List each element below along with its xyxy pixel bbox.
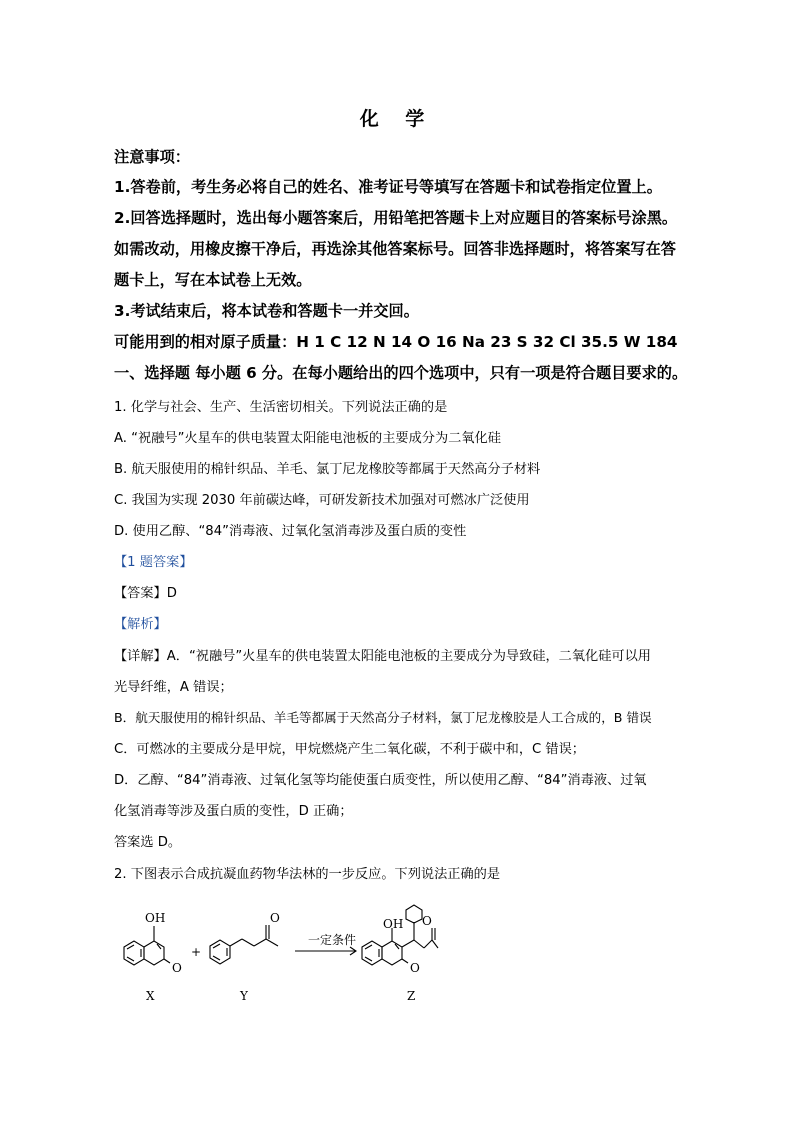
- q1-detail-1: 【详解】A．“祝融号”火星车的供电装置太阳能电池板的主要成分为导致硅，二氧化硅可以用: [114, 649, 651, 664]
- notice-item-2-end: 题卡上，写在本试卷上无效。: [114, 271, 312, 289]
- x-oh-label: OH: [145, 911, 166, 925]
- q1-option-b: B. 航天服使用的棉针织品、羊毛、氯丁尼龙橡胶等都属于天然高分子材料: [114, 462, 541, 477]
- q1-answer-block-tag: 【1 题答案】: [114, 555, 193, 570]
- page-title: 化 学: [359, 108, 435, 130]
- q1-answer: 【答案】D: [114, 586, 177, 601]
- q1-detail-3: B．航天服使用的棉针织品、羊毛等都属于天然高分子材料，氯丁尼龙橡胶是人工合成的，B 错误: [114, 710, 652, 725]
- x-o-label: O: [172, 961, 182, 975]
- label-x: X: [146, 989, 155, 1003]
- q2-stem: 2. 下图表示合成抗凝血药物华法林的一步反应。下列说法正确的是: [114, 867, 501, 882]
- label-z: Z: [407, 989, 416, 1003]
- q1-stem: 1. 化学与社会、生产、生活密切相关。下列说法正确的是: [114, 400, 448, 415]
- z-oh-label: OH: [383, 917, 404, 931]
- notice-item-2: 2.回答选择题时，选出每小题答案后，用铅笔把答题卡上对应题目的答案标号涂黑。: [114, 209, 678, 227]
- reaction-diagram: [110, 892, 440, 1007]
- q1-option-d: D. 使用乙醇、“84”消毒液、过氧化氢消毒涉及蛋白质的变性: [114, 524, 467, 539]
- q1-detail-2: 光导纤维，A 错误；: [114, 680, 233, 695]
- compound-y-structure: [210, 925, 278, 964]
- q1-detail-7: 答案选 D。: [114, 835, 182, 850]
- notice-item-3: 3.考试结束后，将本试卷和答题卡一并交回。: [114, 302, 419, 320]
- notice-item-1: 1.答卷前，考生务必将自己的姓名、准考证号等填写在答题卡和试卷指定位置上。: [114, 178, 662, 196]
- compound-x-structure: [124, 926, 170, 965]
- atomic-masses: 可能用到的相对原子质量：H 1 C 12 N 14 O 16 Na 23 S 32 Cl 35.5 W 184: [114, 333, 678, 351]
- notice-item-2-cont: 如需改动，用橡皮擦干净后，再选涂其他答案标号。回答非选择题时，将答案写在答: [114, 240, 676, 258]
- label-y: Y: [240, 989, 248, 1003]
- q1-option-a: A. “祝融号”火星车的供电装置太阳能电池板的主要成分为二氧化硅: [114, 431, 501, 446]
- z-o-label: O: [410, 961, 420, 975]
- q1-option-c: C. 我国为实现 2030 年前碳达峰，可研发新技术加强对可燃冰广泛使用: [114, 493, 530, 508]
- q1-detail-6: 化氢消毒等涉及蛋白质的变性，D 正确；: [114, 804, 353, 819]
- notice-heading: 注意事项：: [114, 148, 190, 166]
- section-heading: 一、选择题 每小题 6 分。在每小题给出的四个选项中，只有一项是符合题目要求的。: [114, 364, 688, 382]
- q1-detail-5: D．乙醇、“84”消毒液、过氧化氢等均能使蛋白质变性，所以使用乙醇、“84”消毒液、过氧: [114, 773, 647, 788]
- plus-sign: +: [191, 945, 202, 959]
- q1-analysis-tag: 【解析】: [114, 617, 167, 632]
- y-o-label: O: [270, 911, 280, 925]
- z-keto-o-label: O: [422, 914, 432, 928]
- q1-detail-4: C．可燃冰的主要成分是甲烷，甲烷燃烧产生二氧化碳，不利于碳中和，C 错误；: [114, 742, 585, 757]
- reaction-condition: 一定条件: [308, 933, 357, 947]
